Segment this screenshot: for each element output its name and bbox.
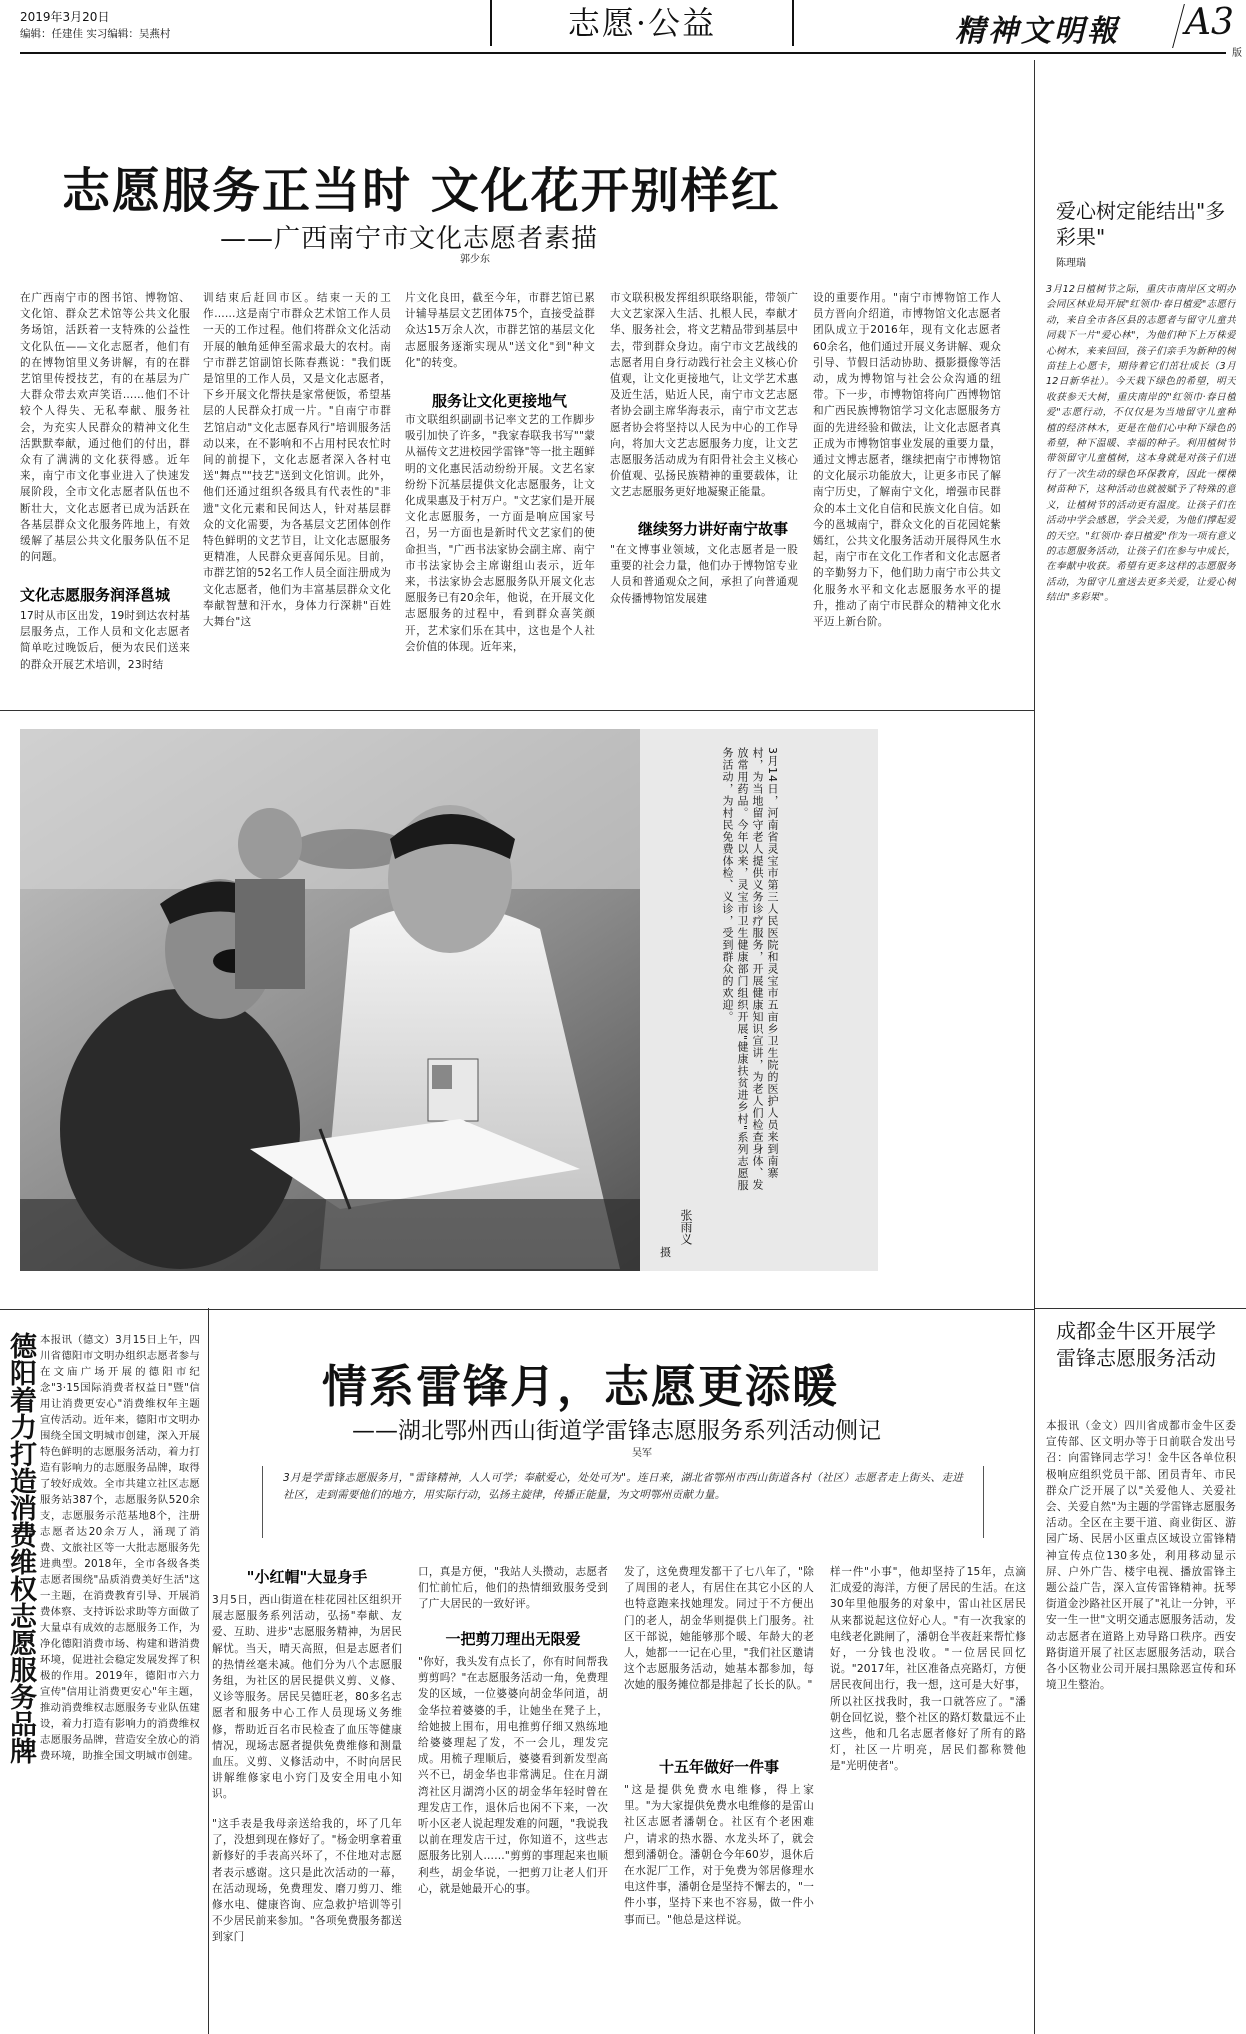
main-article xyxy=(20,60,1034,728)
news-photo xyxy=(20,729,878,1271)
sidebar-story-1-title: 爱心树定能结出"多彩果" xyxy=(1056,199,1226,249)
photo-credit-role: 摄 xyxy=(660,1246,671,1259)
article-2-column-3b: "这是提供免费水电维修，得上家里。"为大家提供免费水电维修的是雷山社区志愿者潘朝仓。社区有个老困难户，请求的热水器、水龙头坏了，就会想到潘朝仓。潘朝仓今年60岁，退休后在水泥厂工作，对于免费为邻居修理水电这件事，潘朝仓是坚持不懈去的，"一件小事，坚持下来也不容易，做一件小事而已。"他总是这样说。 xyxy=(624,1784,814,1926)
sidebar-story-2-title: 成都金牛区开展学雷锋志愿服务活动 xyxy=(1056,1319,1216,1370)
left-story xyxy=(0,1308,206,2034)
main-headline: 志愿服务正当时 文化花开别样红 xyxy=(62,163,781,219)
main-byline: 郭少东 xyxy=(460,254,490,265)
subheading-1: 文化志愿服务润泽邕城 xyxy=(20,586,171,604)
article-column-2: 训结束后赶回市区。结束一天的工作……这是南宁市群众艺术馆工作人员一天的工作过程。他们将群众文化活动开展的触角延伸至需求最大的农村。南宁市群艺馆副馆长陈春燕说："我们既是馆里的工作人员，又是文化志愿者，下乡开展文化帮扶是家常便饭，希望基层的人民群众打成一片。"自南宁市群艺馆启动"文化志愿春风行"培训服务活动以来，在不影响和不占用村民农忙时间的前提下，文化志愿者深入各村屯送"舞点""技艺"送到文化馆训。此外，他们还通过组织各级具有代表性的"非遗"文化元素和民间达人，针对基层群众的文化需要，为各基层文艺团体创作特色鲜明的文艺节目，让文化志愿服务更精准，人民群众更喜闻乐见。目前，市群艺馆的52名工作人员全面注册成为文化志愿者，他们为丰富基层群众文化奉献智慧和汗水，身体力行深耕"百姓大舞台"这 xyxy=(203,292,391,629)
article-2-subheadline: ——湖北鄂州西山街道学雷锋志愿服务系列活动侧记 xyxy=(352,1418,881,1444)
article-2-subheading-2: 一把剪刀理出无限爱 xyxy=(445,1630,581,1648)
article-column-4: 市文联积极发挥组织联络职能，带领广大文艺家深入生活、扎根人民，奉献才华、服务社会，将文艺精品带到基层中去，带到群众身边。南宁市文艺战线的志愿者用自身行动践行社会主义核心价值观，让文化更接地气，让文学艺术惠及近生活，贴近人民，南宁市文艺志愿者协会副主席华海表示，南宁市文艺志愿者协会将坚持以人民为中心的工作导向，将加大文艺志愿服务力度，让文艺志愿服务活动成为有阳骨社会主义核心价值观、弘扬民族精神的重要载体，让文艺志愿服务更好地凝聚正能量。 xyxy=(610,292,798,499)
article-2-column-4: 样一件"小事"，他却坚持了15年，点滴汇成爱的海洋，方便了居民的生活。在这30年里他服务的对象中，雷山社区居民从来都说起这位好心人。"有一次我家的电线老化跳闸了，潘朝仓半夜赶来帮忙修好，一分钱也没收。"一位居民回忆说。"2017年，社区准备点亮路灯，方便居民夜间出行，我一想，这可是大好事，所以社区找我时，我一口就答应了。"潘朝仓回忆说，整个社区的路灯数量远不止这些，他和几名志愿者修好了所有的路灯，社区一片明亮，居民们都称赞他是"光明使者"。 xyxy=(830,1566,1026,1773)
left-story-title: 德阳着力打造消费维权志愿服务品牌 xyxy=(5,1332,36,1764)
article-2-intro-box xyxy=(262,1466,984,1538)
article-2-column-3: 发了，这免费理发都干了七八年了，"除了周围的老人，有居住在其它小区的人也特意跑来找她理发。同过于不方便出门的老人，胡金华则提供上门服务。社区干部说，她能够那个暖、年龄大的老人，她都一一记在心里，"我们社区邀请这个志愿服务活动，她基本都参加，每次她的服务摊位都是排起了长长的队。" xyxy=(624,1566,814,1692)
article-2-byline: 吴军 xyxy=(632,1448,652,1459)
sidebar-story-2-text: 本报讯（金文）四川省成都市金牛区委宣传部、区文明办等于日前联合发出号召：向雷锋同志学习！金牛区各单位积极响应组织党员干部、团员青年、市民群众广泛开展了以"关爱他人、关爱社会、关爱自然"为主题的学雷锋志愿服务活动。全区在主要干道、商业街区、游园广场、民居小区重点区域设立雷锋精神宣传点位130多处，利用移动显示屏、户外广告、楼宇电视、播放雷锋主题公益广告，深入宣传雷锋精神。抚琴街道金沙路社区开展了"礼让一分钟，平安一生一世"文明交通志愿服务活动，发动志愿者在道路上劝导路口秩序。西安路街道开展了社区志愿服务活动，联合各小区物业公司开展扫黑除恶宣传和环境卫生整治。 xyxy=(1046,1420,1236,1692)
article-column-5: 设的重要作用。"南宁市博物馆工作人员方晋向介绍道，市博物馆文化志愿者团队成立于2016年，现有文化志愿者60余名，他们通过开展义务讲解、观众引导、节假日活动协助、摄影摄像等活动，成为博物馆与社会公众沟通的纽带。下一步，市博物馆将向广西博物馆和广西民族博物馆学习文化志愿服务方面的先进经验和做法，让文化志愿者真正成为市博物馆事业发展的重要力量，通过文博志愿者，继续把南宁市博物馆的文化展示功能放大，让更多市民了解南宁历史，了解南宁文化，增强市民群众的本土文化自信和民族文化自信。如今的邕城南宁，群众文化的百花园姹紫嫣红，公共文化服务活动开展得风生水起，南宁市在文化工作者和文化志愿者的辛勤努力下，他们助力南宁市公共文化服务水平和文化志愿服务水平的提升，推动了南宁市民群众的精神文化水平迈上新台阶。 xyxy=(813,292,1001,629)
left-story-text: 本报讯（德文）3月15日上午，四川省德阳市文明办组织志愿者参与在文庙广场开展的德阳市纪念"3·15国际消费者权益日"暨"信用让消费更安心"消费维权年主题宣传活动。近年来，德阳市文明办围绕全国文明城市创建，深入开展特色鲜明的志愿服务活动，着力打造有影响力的志愿服务品牌，取得了较好成效。全市共建立社区志愿服务站387个，志愿服务队520余支，志愿服务示范基地8个，注册志愿者达20余万人，涌现了消费、文旅社区等一大批志愿服务先进典型。2018年，全市各级各类志愿者围绕"品质消费美好生活"这一主题，在消费教育引导、开展消费体察、支持诉讼求助等方面做了大量卓有成效的志愿服务工作，为净化德阳消费市场、构建和谐消费环境，促进社会稳定发展发挥了积极的作用。2019年，德阳市六力宣传"信用让消费更安心"年主题，推动消费维权志愿服务专业队伍建设，着力打造有影响力的消费维权志愿服务品牌，营造安全放心的消费环境，助推全国文明城市创建。 xyxy=(40,1334,200,1762)
article-2 xyxy=(212,1308,1032,2034)
article-2-column-2b: "你好，我头发有点长了，你有时间帮我剪剪吗？"在志愿服务活动一角，免费理发的区域，一位婆婆向胡金华问道，胡金华拉着婆婆的手，让她坐在凳子上，给她披上围布，用电推剪仔细又熟练地给婆婆理起了发，不一会儿，理发完成。用梳子理顺后，婆婆看到新发型高兴不已，胡金华也非常满足。住在月湖湾社区月湖湾小区的胡金华年轻时曾在理发店工作，退休后也闲不下来，一次听小区老人说起理发难的问题，"我说我以前在理发店干过，你知道不，这些志愿服务比别人……"剪剪的事理起来也顺利些，胡金华说，一把剪刀让老人们开心，就是她最开心的事。 xyxy=(418,1656,608,1895)
issue-date: 2019年3月20日 xyxy=(20,10,110,24)
sidebar-story-1 xyxy=(1046,190,1236,1290)
section-title: 志愿·公益 xyxy=(567,4,717,42)
header-divider xyxy=(1172,4,1185,48)
article-2-subheading-3: 十五年做好一件事 xyxy=(658,1758,779,1776)
article-2-column-1b: "这手表是我母亲送给我的，坏了几年了，没想到现在修好了。"杨金明拿着重新修好的手表高兴坏了，不住地对志愿者表示感谢。这只是此次活动的一幕，在活动现场，免费理发、磨刀剪刀、维修水电、健康咨询、应急救护培训等引不少居民前来参加。"各项免费服务都送到家门 xyxy=(212,1818,402,1944)
newspaper-logo: 精神文明報 xyxy=(955,14,1120,49)
left-divider xyxy=(208,1308,209,2034)
article-column-3b: 市文联组织副副书记率文艺的工作脚步吸引加快了许多，"我家春联我书写""蒙从福传文艺进校园学雷锋"等一批主题鲜明的文化惠民活动纷纷开展。文艺名家纷纷下沉基层提供文化志愿服务，让文化成果惠及于村万户。"文艺家们是开展文化志愿服务，一方面是响应国家号召，另一方面也是新时代文艺家们的使命担当，"广西书法家协会副主席、南宁市书法家协会主席谢组山表示，近年来，书法家协会志愿服务队开展文化志愿服务已有20余年，他说，在开展文化志愿服务的过程中，看到群众喜笑颜开，艺术家们乐在其中，这也是个人社会价值的体现。近年来， xyxy=(405,414,595,653)
article-2-column-1: 3月5日，西山街道在桂花园社区组织开展志愿服务系列活动，弘扬"奉献、友爱、互助、进步"志愿服务精神，为居民解忧。当天，晴天高照，但是志愿者们的热情丝毫未减。他们分为八个志愿服务组，为社区的居民提供义剪、义修、义诊等服务。居民吴德旺老，80多名志愿者和服务中心工作人员现场义务维修，帮助近百名市民检查了血压等健康情况，现场志愿者提供免费维修和测量血压。义剪、义修活动中，不时向居民讲解维修家电小窍门及安全用电小知识。 xyxy=(212,1594,402,1801)
article-column-1: 在广西南宁市的图书馆、博物馆、文化馆、群众艺术馆等公共文化服务场馆，活跃着一支特殊的公益性文化队伍——文化志愿者，他们有的在博物馆里义务讲解，有的在群艺馆里传授技艺，有的在基层为广大群众带去欢声笑语……他们不计较个人得失、无私奉献、服务社会，为充实人民群众的精神文化生活默默奉献，通过他们的付出，群众有了满满的文化获得感。近年来，南宁市文化事业进入了快速发展阶段，全市文化志愿者队伍也不断壮大，文化志愿者已成为活跃在各基层群众文化服务阵地上，有效缓解了基层公共文化服务队伍不足的问题。 xyxy=(20,292,190,564)
article-column-3: 片文化良田，截至今年，市群艺馆已累计辅导基层文艺团体75个，直接受益群众达15万余人次，市群艺馆的基层文化志愿服务逐渐实现从"送文化"到"种文化"的转变。 xyxy=(405,292,595,369)
article-column-4b: "在文博事业领域，文化志愿者是一股重要的社会力量，他们办于博物馆专业人员和普通观众之间，承担了向普通观众传播博物馆发展建 xyxy=(610,544,798,605)
sidebar-story-2 xyxy=(1046,1318,1236,2018)
photo-block xyxy=(0,710,1034,1310)
sidebar-rule xyxy=(1034,1308,1246,1309)
photo-credit-name: 张雨义 xyxy=(679,1209,693,1245)
sidebar-story-1-text: 3月12日植树节之际，重庆市南岸区文明办会同区林业局开展"红领巾·春日植爱"志愿行动，来自全市各区县的志愿者与留守儿童共同栽下一片"爱心林"，为他们种下上万株爱心树木，来来回回，孩子们亲手为新种的树苗挂上心愿卡，期待着它们茁壮成长（3月12日新华社）。今天栽下绿色的希望，明天收获参天大树，重庆南岸的"红领巾·春日植爱"志愿行动，不仅仅是为当地留守儿童种植的经济林木，更是在他们心中种下绿色的希望，种下温暖、幸福的种子。利用植树节带领留守儿童植树，这本身就是对孩子们进行了一次生动的绿色环保教育，因此一棵棵树苗种下，这种活动也就被赋予了特殊的意义，让植树节的活动更有温度。让孩子们在活动中学会感恩，学会关爱，为他们撑起爱的天空。"红领巾·春日植爱"作为一项有意义的志愿服务活动，让孩子们在参与中成长，在奉献中收获。希望有更多这样的志愿服务活动，为留守儿童送去更多关爱，让爱心树结出"多彩果"。 xyxy=(1046,284,1236,604)
main-subheadline: ——广西南宁市文化志愿者素描 xyxy=(220,224,599,254)
photo-caption: 3月14日，河南省灵宝市第三人民医院和灵宝市五亩乡卫生院的医护人员来到南寨村，为当地留守老人提供义务诊疗服务，开展健康知识宣讲，为老人们检查身体、发放常用药品。今年以来，灵宝市卫生健康部门组织开展"健康扶贫进乡村"系列志愿服务活动，为村民免费体检、义诊，受到群众的欢迎。 xyxy=(721,747,779,1192)
header-rule xyxy=(20,52,1226,54)
article-2-headline: 情系雷锋月，志愿更添暖 xyxy=(322,1360,840,1413)
right-divider xyxy=(1034,1308,1035,2034)
column-divider-right xyxy=(1034,60,1035,1310)
page-suffix: 版 xyxy=(1232,48,1242,59)
subheading-2: 服务让文化更接地气 xyxy=(432,392,568,410)
article-2-intro: 3月是学雷锋志愿服务月，"雷锋精神，人人可学；奉献爱心，处处可为"。连日来，湖北省鄂州市西山街道各村（社区）志愿者走上街头、走进社区，走到需要他们的地方，用实际行动，弘扬主旋律，传播正能量，为文明鄂州贡献力量。 xyxy=(283,1472,963,1501)
section-banner xyxy=(490,0,794,46)
article-column-1b: 17时从市区出发，19时到达农村基层服务点，工作人员和文化志愿者简单吃过晚饭后，便为农民们送来的群众开展艺术培训，23时结 xyxy=(20,610,190,671)
page-number: A3 xyxy=(1185,2,1234,43)
article-2-subheading-1: "小红帽"大显身手 xyxy=(246,1568,368,1586)
subheading-3: 继续努力讲好南宁故事 xyxy=(638,520,789,538)
editor-credits: 编辑：任建佳 实习编辑：吴燕村 xyxy=(20,28,171,40)
page-header xyxy=(20,0,1242,60)
sidebar-story-1-author: 陈理瑞 xyxy=(1056,258,1086,269)
article-2-column-2: 口，真是方便，"我站人头攒动，志愿者们忙前忙后，他们的热情细致服务受到了广大居民的一致好评。 xyxy=(418,1566,608,1611)
